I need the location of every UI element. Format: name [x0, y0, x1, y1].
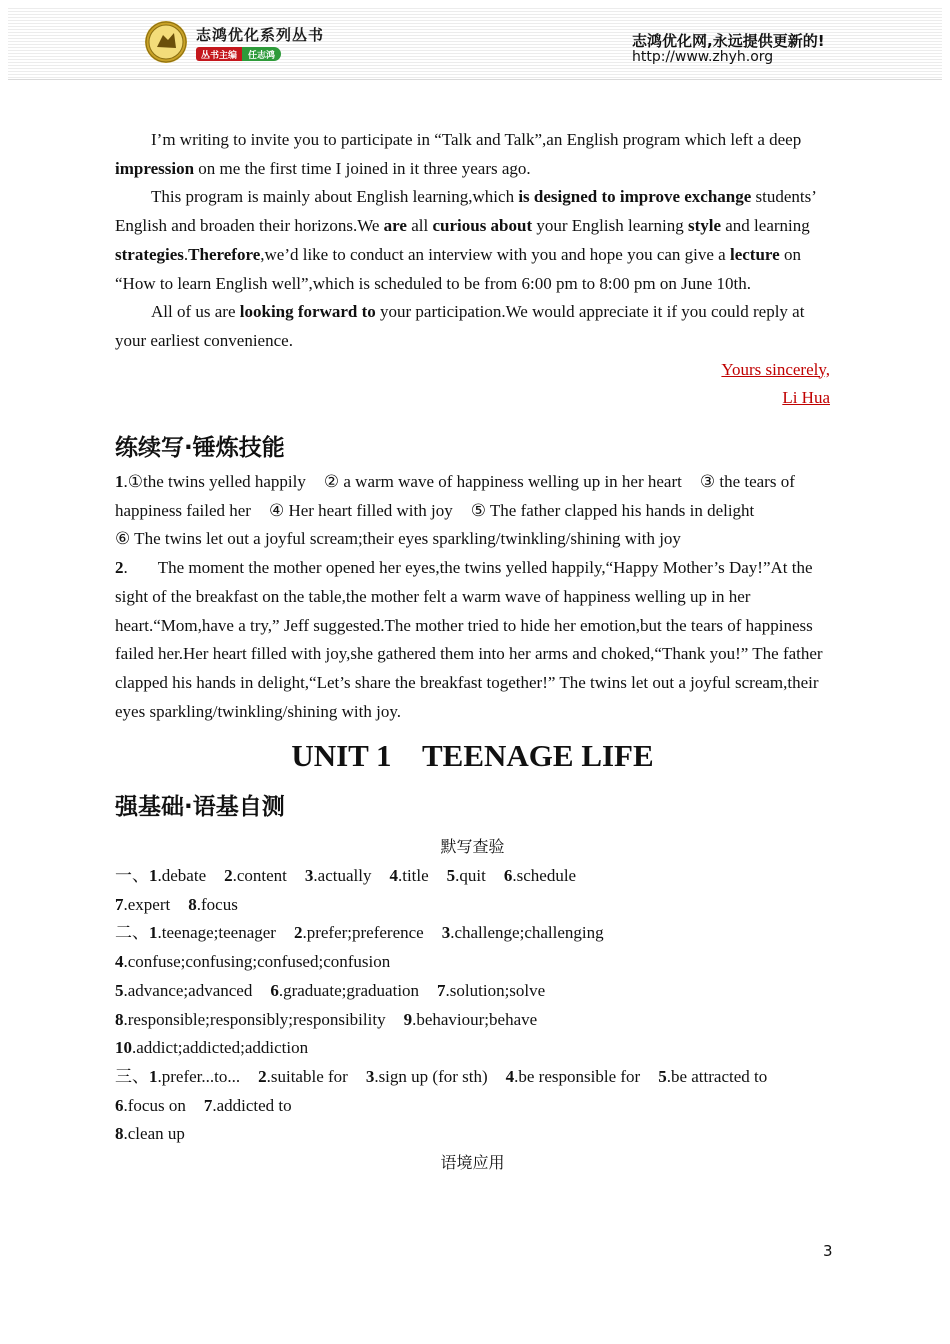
unit-title: UNIT 1 TEENAGE LIFE: [291, 738, 654, 774]
page-header: [0, 0, 950, 82]
question-1: 1.①the twins yelled happily ② a warm wave of happiness welling up in her heart ③ the tears of happiness failed her ④ Her heart filled with joy ⑤ The father clapped his hands in delight ⑥ The twins let out a joyful scream;their eyes sparkling/twinkling/shining with joy: [115, 472, 795, 549]
answer-line: 三、1.prefer...to... 2.suitable for 3.sign up (for sth) 4.be responsible for 5.be attracted to: [115, 1066, 768, 1086]
letter-signature: Li Hua: [782, 388, 830, 408]
series-title: 志鸿优化系列丛书: [196, 26, 325, 44]
answer-line: 7.expert 8.focus: [115, 894, 238, 914]
subsection-dictation: 默写查验: [440, 837, 505, 857]
section-heading-basics: 强基础·语基自测: [115, 794, 285, 821]
header-divider: [8, 79, 942, 80]
zhihong-logo-icon: [144, 20, 188, 64]
site-url-link[interactable]: http://www.zhyh.org: [632, 49, 774, 65]
answer-line: 二、1.teenage;teenager 2.prefer;preference 3.challenge;challenging: [115, 923, 604, 943]
answer-line: 5.advance;advanced 6.graduate;graduation 7.solution;solve: [115, 980, 546, 1000]
section-heading-practice: 练续写·锤炼技能: [115, 435, 285, 462]
letter-paragraph-2: This program is mainly about English learning,which is designed to improve exchange students’ English and broaden their horizons.We are all curious about your English learning style and learning strategies.Therefore,we’d like to conduct an interview with you and hope you can give a lecture on “How to learn English well”,which is scheduled to be from 6:00 pm to 8:00 pm on June 10th.: [115, 187, 816, 293]
answer-line: 10.addict;addicted;addiction: [115, 1038, 309, 1058]
editor-label: 丛书主编: [196, 47, 242, 61]
editor-badge: [196, 47, 281, 61]
answer-line: 一、1.debate 2.content 3.actually 4.title 5.quit 6.schedule: [115, 866, 577, 886]
question-2: 2. The moment the mother opened her eyes,the twins yelled happily,“Happy Mother’s Day!”At the sight of the breakfast on the table,the mother felt a warm wave of happiness welling up in her heart.“Mom,have a try,” Jeff suggested.The mother tried to hide her emotion,but the tears of happiness failed her.Her heart filled with joy,she gathered them into her arms and choked,“Thank you!” The father clapped his hands in delight,“Let’s share the breakfast together!” The twins let out a joyful scream,their eyes sparkling/twinkling/shining with joy.: [115, 558, 823, 721]
page-content: [115, 126, 830, 1178]
subsection-context-application: 语境应用: [440, 1153, 505, 1173]
page-number: 3: [823, 1242, 833, 1260]
answer-line: 6.focus on 7.addicted to: [115, 1095, 292, 1115]
header-slogan: 志鸿优化网,永远提供更新的!: [632, 32, 825, 50]
answer-line: 8.clean up: [115, 1124, 185, 1144]
editor-name: 任志鸿: [242, 47, 281, 61]
answer-line: 4.confuse;confusing;confused;confusion: [115, 952, 391, 972]
letter-paragraph-1: I’m writing to invite you to participate in “Talk and Talk”,an English program which left a deep impression on me the first time I joined in it three years ago.: [115, 130, 802, 178]
answer-line: 8.responsible;responsibly;responsibility 9.behaviour;behave: [115, 1009, 538, 1029]
letter-paragraph-3: All of us are looking forward to your participation.We would appreciate it if you could reply at your earliest convenience.: [115, 302, 805, 350]
letter-closing: Yours sincerely,: [721, 359, 830, 379]
